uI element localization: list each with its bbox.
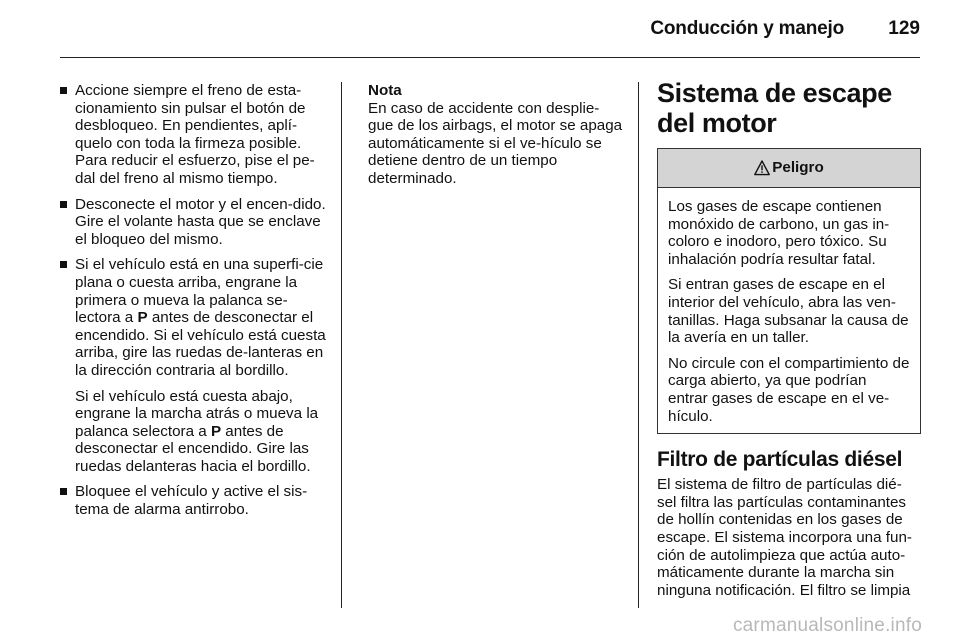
warning-body: [658, 188, 920, 425]
column-divider-left: [341, 82, 342, 608]
note-text: En caso de accidente con desplie-gue de los airbags, el motor se apaga automáticamente si el ve-hículo se detiene dentro de un tiempo determinado.: [368, 99, 623, 187]
header-rule: [60, 57, 920, 58]
warning-paragraph: Los gases de escape contienen monóxido de carbono, un gas in-coloro e inodoro, pero tóxico. Su inhalación podría resultar fatal.: [668, 198, 890, 268]
column-divider-right: [638, 82, 639, 608]
subsection-title: Filtro de partículas diésel: [657, 448, 903, 472]
warning-paragraph: No circule con el compartimiento de carga abierto, ya que podrían entrar gases de escape en el ve-hículo.: [668, 354, 910, 425]
square-bullet-icon: [60, 261, 67, 268]
page-header: [0, 0, 960, 58]
list-item: [60, 82, 330, 188]
list-item: [60, 256, 330, 475]
list-item: [60, 483, 330, 518]
gear-position-p: P: [137, 309, 148, 327]
list-item-text: Desconecte el motor y el encen-dido. Gire el volante hasta que se enclave el bloqueo del mismo.: [75, 195, 326, 248]
chapter-title: Conducción y manejo: [650, 18, 844, 39]
column-right: [657, 78, 921, 599]
watermark: carmanualsonline.info: [732, 615, 922, 636]
list-item-paragraph: Si el vehículo está cuesta abajo, engrane la marcha atrás o mueva la palanca selectora a P antes de desconectar el encendido. Gire las ruedas delanteras hacia el bordillo.: [75, 387, 319, 475]
column-left: [60, 82, 330, 527]
column-middle: [368, 82, 624, 188]
warning-paragraph: Si entran gases de escape en el interior del vehículo, abra las ven-tanillas. Haga subsanar la causa de la avería en un taller.: [668, 276, 909, 347]
warning-box: [657, 148, 921, 434]
instruction-list: [60, 82, 330, 519]
square-bullet-icon: [60, 87, 67, 94]
list-item: [60, 196, 330, 249]
warning-title: Peligro: [772, 159, 824, 177]
square-bullet-icon: [60, 488, 67, 495]
subsection-text: El sistema de filtro de partículas dié-sel filtra las partículas contaminantes de hollín contenidas en los gases de escape. El sistema incorpora una fun-ción de autolimpieza que actúa auto-máticamente durante la marcha sin ninguna notificación. El filtro se limpia: [657, 476, 912, 599]
list-item-paragraph: Si el vehículo está en una superfi-cie plana o cuesta arriba, engrane la primera o mueva la palanca se-lectora a P antes de desconectar el encendido. Si el vehículo está cuesta arriba, gire las ruedas de-lanteras en la dirección contraria al bordillo.: [75, 256, 326, 379]
warning-header: [658, 149, 920, 188]
list-item-text: Bloquee el vehículo y active el sis-tema de alarma antirrobo.: [75, 483, 308, 519]
gear-position-p: P: [210, 422, 222, 440]
list-item-text: Accione siempre el freno de esta-cionamiento sin pulsar el botón de desbloqueo. En pendientes, aplí-quelo con toda la firmeza posible. Para reducir el esfuerzo, pise el pe-dal del freno al mismo tiempo.: [75, 82, 315, 187]
square-bullet-icon: [60, 201, 67, 208]
section-title: Sistema de escape del motor: [657, 78, 892, 138]
warning-triangle-icon: [754, 160, 770, 176]
page-number: 129: [888, 18, 920, 39]
note-title: Nota: [368, 82, 402, 99]
